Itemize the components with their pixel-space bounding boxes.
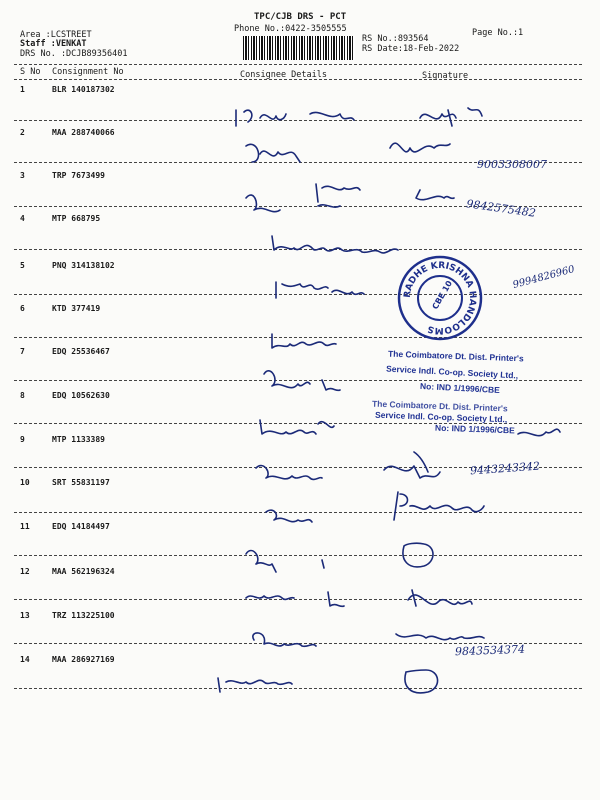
row-consignment: MAA 288740066 xyxy=(52,128,115,137)
row-sno: 12 xyxy=(20,567,30,576)
row-sno: 3 xyxy=(20,171,25,180)
handwritten-phone: 9003308007 xyxy=(477,158,547,171)
document-title: TPC/CJB DRS - PCT xyxy=(254,12,347,22)
printers-stamp-line: No: IND 1/1996/CBE xyxy=(434,422,516,436)
row-sno: 5 xyxy=(20,261,25,270)
col-consignment: Consignment No xyxy=(52,67,124,77)
signature-scribble xyxy=(264,371,340,391)
row-consignment: EDQ 25536467 xyxy=(52,347,110,356)
signature-scribble xyxy=(253,633,484,646)
row-sno: 13 xyxy=(20,611,30,620)
signature-scribble xyxy=(246,184,454,212)
row-consignment: MAA 562196324 xyxy=(52,567,115,576)
row-sno: 7 xyxy=(20,347,25,356)
handwritten-phone: 9842575482 xyxy=(465,197,537,220)
rs-date: RS Date:18-Feb-2022 xyxy=(362,44,460,54)
signature-scribble xyxy=(272,236,398,253)
drs-number: DRS No. :DCJB89356401 xyxy=(20,49,128,59)
signature-scribble xyxy=(218,670,438,693)
handwritten-phone: 9994826960 xyxy=(511,263,576,292)
handwritten-phone: 9843534374 xyxy=(454,642,526,659)
row-consignment: EDQ 14184497 xyxy=(52,522,110,531)
rs-number: RS No.:893564 xyxy=(362,34,429,44)
row-consignment: SRT 55831197 xyxy=(52,478,110,487)
row-consignment: MTP 668795 xyxy=(52,214,101,223)
row-sno: 10 xyxy=(20,478,30,487)
signature-scribble xyxy=(272,334,336,348)
row-consignment: MTP 1133389 xyxy=(52,435,105,444)
row-sno: 11 xyxy=(20,522,30,531)
row-consignment: EDQ 10562630 xyxy=(52,391,110,400)
col-signature: Signature xyxy=(422,71,469,81)
signature-scribble xyxy=(266,492,484,522)
row-consignment: TRP 7673499 xyxy=(52,171,105,180)
row-consignment: KTD 377419 xyxy=(52,304,101,313)
row-consignment: MAA 286927169 xyxy=(52,655,115,664)
signature-scribble xyxy=(236,108,482,126)
row-sno: 8 xyxy=(20,391,25,400)
round-stamp xyxy=(399,257,481,339)
row-sno: 6 xyxy=(20,304,25,313)
row-consignment: PNQ 314138102 xyxy=(52,261,115,270)
col-consignee: Consignee Details xyxy=(240,70,327,80)
signature-scribble xyxy=(246,143,450,162)
signature-scribble xyxy=(276,282,364,298)
row-consignment: TRZ 113225100 xyxy=(52,611,115,620)
printers-stamp-line: The Coimbatore Dt. Dist. Printer's xyxy=(371,398,508,414)
handwritten-phone: 9443243342 xyxy=(469,459,541,478)
signature-scribble xyxy=(246,543,433,572)
signature-scribble xyxy=(260,420,560,436)
row-sno: 14 xyxy=(20,655,30,664)
phone-number: Phone No.:0422-3505555 xyxy=(234,24,347,34)
page-number: Page No.:1 xyxy=(472,28,524,38)
printers-stamp-line: No: IND 1/1996/CBE xyxy=(419,380,501,396)
signature-scribble xyxy=(246,590,472,606)
row-consignment: BLR 140187302 xyxy=(52,85,115,94)
row-sno: 1 xyxy=(20,85,25,94)
stamp-inner-text: CBE 10 xyxy=(430,279,455,311)
staff-label: Staff :VENKAT xyxy=(20,39,87,49)
printers-stamp-line: Service Indl. Co-op. Society Ltd., xyxy=(385,363,519,381)
row-sno: 2 xyxy=(20,128,25,137)
stamp-outer-text: RADHE KRISHNA HANDLOOMS xyxy=(402,260,478,336)
area-label: Area :LCSTREET xyxy=(20,30,92,40)
printers-stamp-line: The Coimbatore Dt. Dist. Printer's xyxy=(387,348,524,364)
printers-stamp-line: Service Indl. Co-op. Society Ltd., xyxy=(374,409,508,425)
signature-scribble xyxy=(256,452,440,479)
col-sno: S No xyxy=(20,67,41,77)
row-sno: 4 xyxy=(20,214,25,223)
row-sno: 9 xyxy=(20,435,25,444)
